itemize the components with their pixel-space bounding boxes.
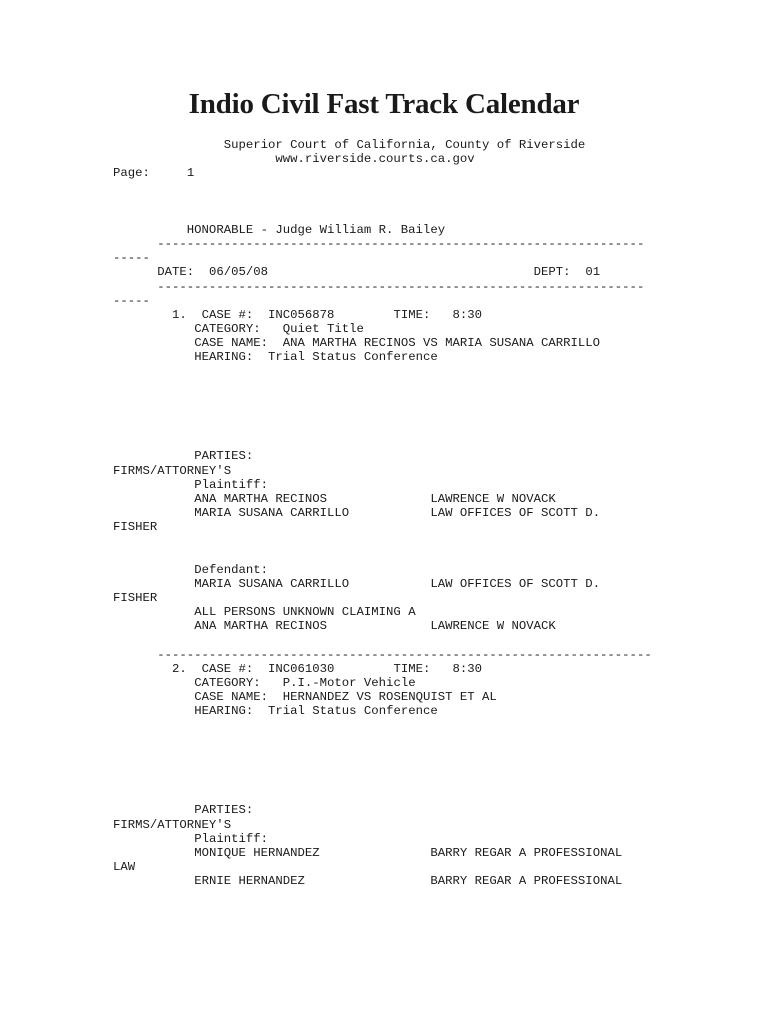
attorney-firm: LAW OFFICES OF SCOTT D. [430, 576, 601, 591]
divider-line: ------------------------------------------------------------------ [157, 279, 645, 294]
case-number: 1. [172, 307, 187, 322]
divider-wrap: ----- [113, 251, 150, 266]
firms-label: FIRMS/ATTORNEY'S [113, 817, 232, 832]
party-name: ANA MARTHA RECINOS [194, 491, 328, 506]
case-id: INC056878 [268, 307, 335, 322]
case-time: 8:30 [452, 307, 483, 322]
hearing-label: HEARING: [194, 704, 254, 719]
parties-label: PARTIES: [194, 803, 254, 818]
attorney-firm: LAW OFFICES OF SCOTT D. [430, 506, 601, 521]
category-label: CATEGORY: [194, 675, 261, 690]
party-name: ERNIE HERNANDEZ [194, 874, 305, 889]
hearing-type: Trial Status Conference [268, 350, 438, 365]
party-name: ANA MARTHA RECINOS [194, 619, 328, 634]
page-number: 1 [186, 166, 195, 181]
plaintiff-label: Plaintiff: [194, 831, 268, 846]
date-label: DATE: [157, 265, 195, 280]
case-id: INC061030 [268, 661, 335, 676]
plaintiff-label: Plaintiff: [194, 477, 268, 492]
page-label: Page: [113, 166, 150, 181]
dept-value: 01 [585, 265, 601, 280]
party-name: ALL PERSONS UNKNOWN CLAIMING A [194, 605, 416, 620]
date-value: 06/05/08 [208, 265, 268, 280]
dept-label: DEPT: [533, 265, 571, 280]
case-category: P.I.-Motor Vehicle [282, 675, 416, 690]
attorney-firm-wrap: LAW [113, 859, 136, 874]
divider-line: ------------------------------------------------------------------ [157, 237, 645, 252]
firms-label: FIRMS/ATTORNEY'S [113, 463, 232, 478]
time-label: TIME: [393, 307, 431, 322]
court-website: www.riverside.courts.ca.gov [275, 152, 475, 167]
attorney-firm: BARRY REGAR A PROFESSIONAL [430, 845, 623, 860]
attorney-firm: LAWRENCE W NOVACK [430, 491, 556, 506]
case-divider: ------------------------------------------------------------------- [157, 647, 652, 662]
party-name: MONIQUE HERNANDEZ [194, 845, 320, 860]
divider-wrap: ----- [113, 293, 150, 308]
parties-label: PARTIES: [194, 449, 254, 464]
case-name: ANA MARTHA RECINOS VS MARIA SUSANA CARRILLO [282, 336, 601, 351]
attorney-firm-wrap: FISHER [113, 520, 158, 535]
category-label: CATEGORY: [194, 322, 261, 337]
case-name: HERNANDEZ VS ROSENQUIST ET AL [282, 690, 497, 705]
party-name: MARIA SUSANA CARRILLO [194, 576, 350, 591]
case-category: Quiet Title [282, 322, 364, 337]
hearing-label: HEARING: [194, 350, 254, 365]
calendar-body [113, 138, 652, 888]
time-label: TIME: [393, 661, 431, 676]
case-label: CASE #: [201, 307, 254, 322]
party-name: MARIA SUSANA CARRILLO [194, 506, 350, 521]
attorney-firm: BARRY REGAR A PROFESSIONAL [430, 874, 623, 889]
defendant-label: Defendant: [194, 562, 268, 577]
case-label: CASE #: [201, 661, 254, 676]
case-time: 8:30 [452, 661, 483, 676]
case-name-label: CASE NAME: [194, 336, 268, 351]
judge-heading: HONORABLE - Judge William R. Bailey [186, 222, 446, 237]
case-name-label: CASE NAME: [194, 690, 268, 705]
page-title: Indio Civil Fast Track Calendar [188, 88, 580, 120]
attorney-firm: LAWRENCE W NOVACK [430, 619, 556, 634]
attorney-firm-wrap: FISHER [113, 591, 158, 605]
court-name: Superior Court of California, County of Riverside [223, 138, 586, 152]
case-number: 2. [172, 661, 187, 676]
hearing-type: Trial Status Conference [268, 704, 438, 719]
